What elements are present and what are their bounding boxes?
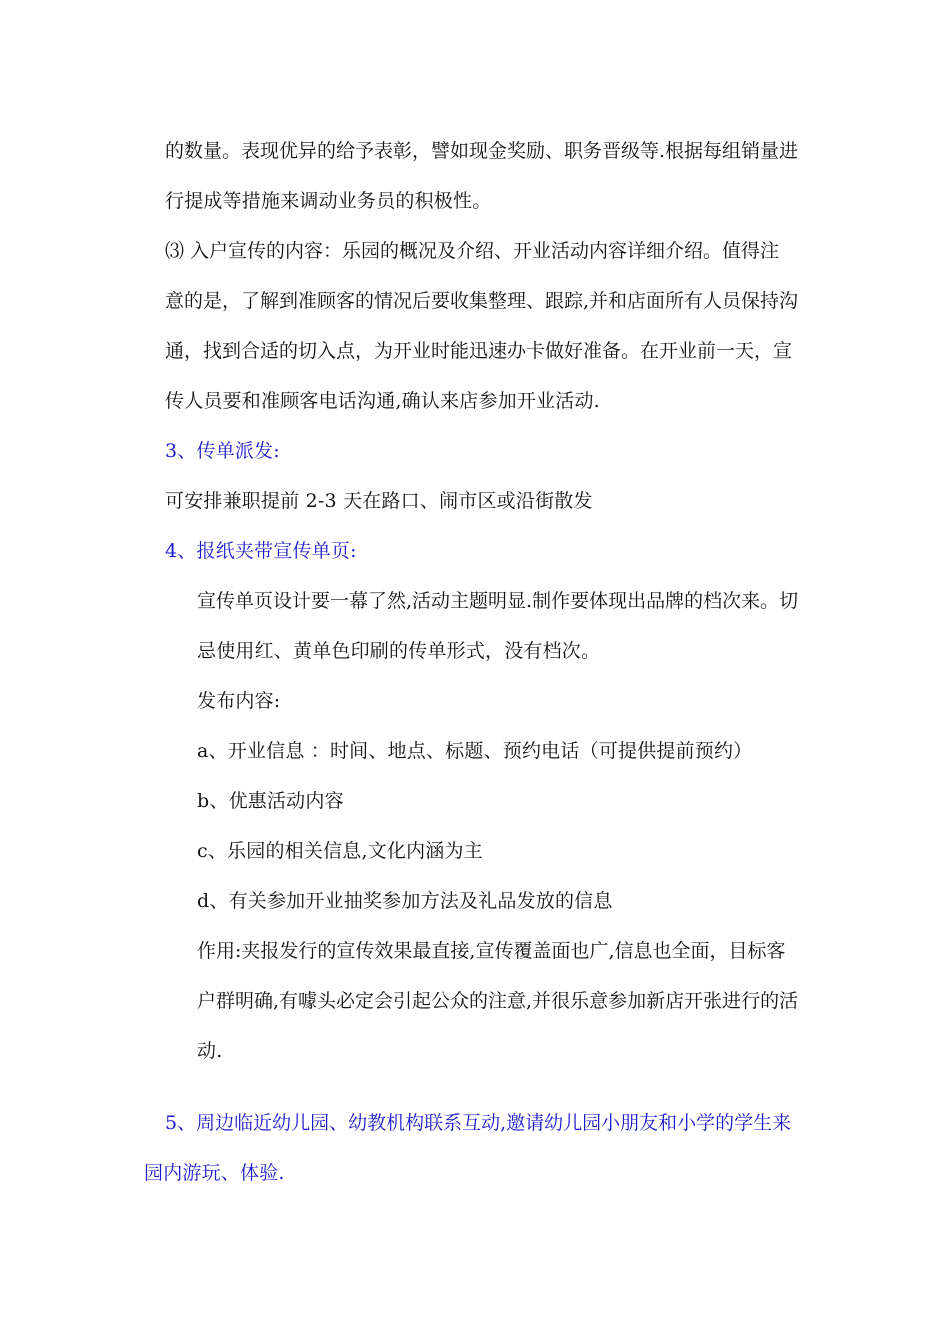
paragraph-line: 传人员要和准顾客电话沟通,确认来店参加开业活动.	[165, 390, 600, 412]
paragraph-line: 的数量。表现优异的给予表彰，譬如现金奖励、职务晋级等.根据每组销量进	[165, 140, 799, 162]
list-item: c、乐园的相关信息,文化内涵为主	[197, 840, 483, 862]
paragraph-line: 行提成等措施来调动业务员的积极性。	[165, 190, 492, 212]
paragraph-line: 通，找到合适的切入点，为开业时能迅速办卡做好准备。在开业前一天，宣	[165, 340, 793, 362]
paragraph-line: 可安排兼职提前 2-3 天在路口、闹市区或沿街散发	[165, 490, 593, 512]
section-heading-5: 5、周边临近幼儿园、幼教机构联系互动,邀请幼儿园小朋友和小学的学生来	[165, 1112, 792, 1134]
list-item: b、优惠活动内容	[197, 790, 344, 812]
paragraph-line: 忌使用红、黄单色印刷的传单形式，没有档次。	[197, 640, 601, 662]
paragraph-line: ⑶ 入户宣传的内容：乐园的概况及介绍、开业活动内容详细介绍。值得注	[165, 240, 780, 262]
paragraph-line: 意的是，了解到准顾客的情况后要收集整理、跟踪,并和店面所有人员保持沟	[165, 290, 799, 312]
section-heading-5-continued: 园内游玩、体验.	[144, 1162, 285, 1184]
list-item: d、有关参加开业抽奖参加方法及礼品发放的信息	[197, 890, 613, 912]
paragraph-line: 作用:夹报发行的宣传效果最直接,宣传覆盖面也广,信息也全面，目标客	[197, 940, 786, 962]
list-item: a、开业信息 ：时间、地点、标题、预约电话（可提供提前预约）	[197, 740, 753, 762]
section-heading-4: 4、报纸夹带宣传单页:	[165, 540, 357, 562]
paragraph-line: 动.	[197, 1040, 223, 1062]
list-label: 发布内容:	[197, 690, 281, 712]
section-heading-3: 3、传单派发:	[165, 440, 280, 462]
paragraph-line: 户群明确,有噱头必定会引起公众的注意,并很乐意参加新店开张进行的活	[197, 990, 799, 1012]
paragraph-line: 宣传单页设计要一幕了然,活动主题明显.制作要体现出品牌的档次来。切	[197, 590, 799, 612]
